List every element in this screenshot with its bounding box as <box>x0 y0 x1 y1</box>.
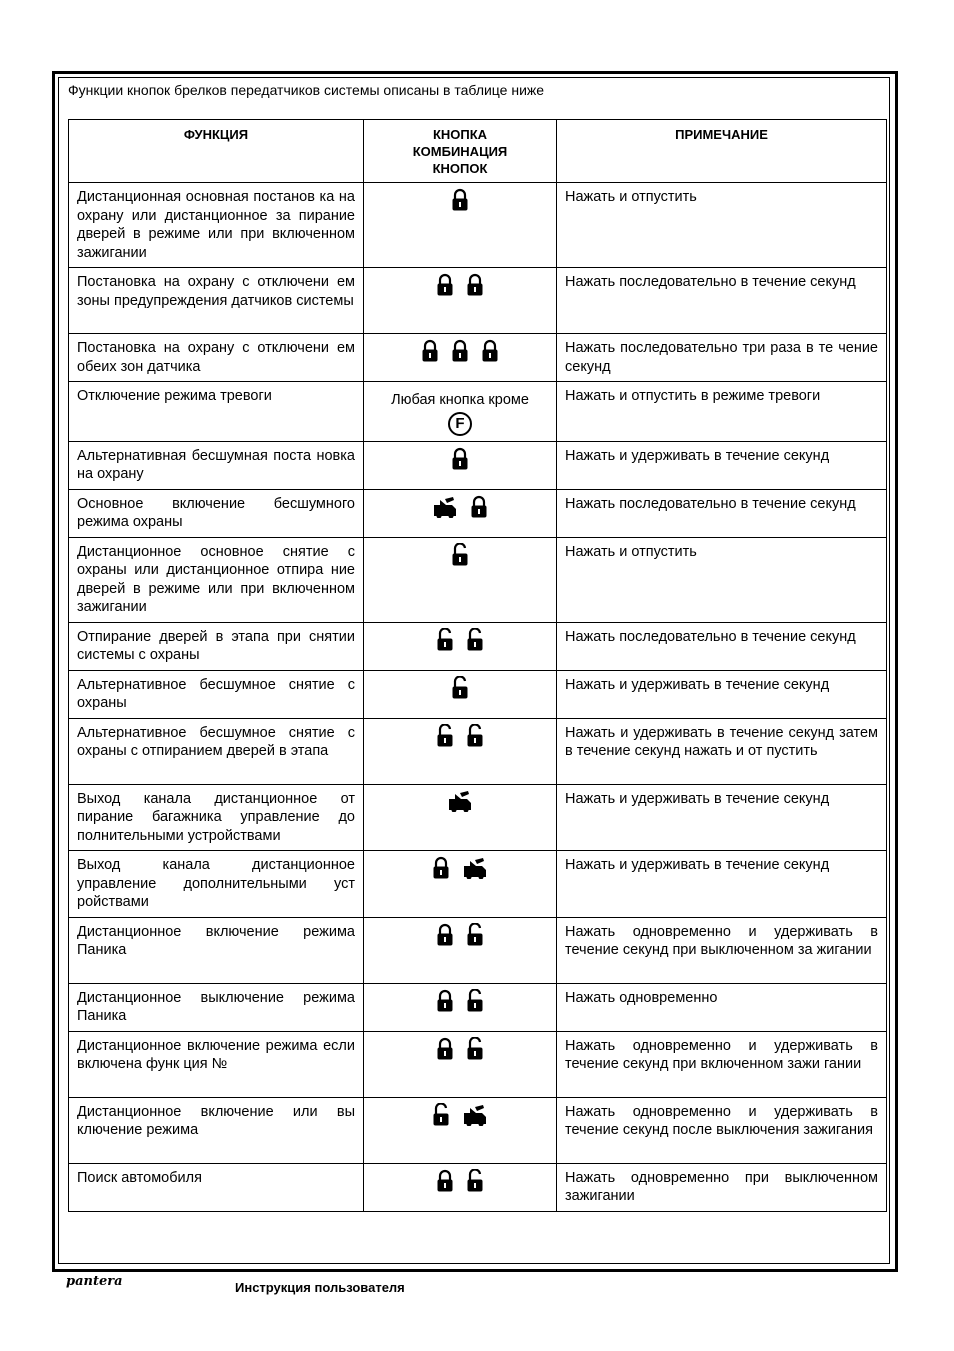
table-row <box>69 784 887 851</box>
note-cell: Нажать и удерживать в течение секунд <box>557 441 887 489</box>
lock-open-icon <box>436 628 454 658</box>
function-cell: Постановка на охрану с отключени ем зоны предупреждения датчиков системы <box>69 268 364 334</box>
button-cell <box>364 983 557 1031</box>
table-row <box>69 1163 887 1211</box>
function-cell: Поиск автомобиля <box>69 1163 364 1211</box>
note-cell: Нажать последовательно три раза в те чение секунд <box>557 334 887 382</box>
button-cell <box>364 1031 557 1097</box>
lock-closed-icon <box>432 856 450 886</box>
button-cell <box>364 183 557 268</box>
button-cell <box>364 537 557 622</box>
header-note: ПРИМЕЧАНИЕ <box>557 120 887 183</box>
function-cell: Выход канала дистанционное от пирание багажника управление до полнительными устройствами <box>69 784 364 851</box>
button-cell <box>364 489 557 537</box>
table-row <box>69 489 887 537</box>
f-button-icon: F <box>448 412 472 436</box>
note-cell: Нажать и удерживать в течение секунд <box>557 670 887 718</box>
note-cell: Нажать последовательно в течение секунд <box>557 622 887 670</box>
lock-open-icon <box>436 724 454 754</box>
lock-closed-icon <box>451 188 469 218</box>
button-cell <box>364 917 557 983</box>
note-cell: Нажать одновременно и удерживать в течение секунд при включенном зажи гании <box>557 1031 887 1097</box>
table-row <box>69 851 887 918</box>
note-cell: Нажать последовательно в течение секунд <box>557 268 887 334</box>
function-cell: Альтернативное бесшумное снятие с охраны <box>69 670 364 718</box>
intro-text: Функции кнопок брелков передатчиков системы описаны в таблице ниже <box>68 82 545 98</box>
lock-open-icon <box>466 989 484 1019</box>
lock-closed-icon <box>436 1037 454 1067</box>
lock-open-icon <box>466 628 484 658</box>
note-cell: Нажать и отпустить <box>557 537 887 622</box>
lock-closed-icon <box>436 989 454 1019</box>
function-cell: Альтернативная бесшумная поста новка на охрану <box>69 441 364 489</box>
function-cell: Отключение режима тревоги <box>69 382 364 442</box>
lock-closed-icon <box>466 273 484 303</box>
button-cell <box>364 441 557 489</box>
lock-closed-icon <box>451 447 469 477</box>
function-cell: Альтернативное бесшумное снятие с охраны с отпиранием дверей в этапа <box>69 718 364 784</box>
button-cell <box>364 670 557 718</box>
lock-closed-icon <box>451 339 469 369</box>
function-cell: Дистанционное включение режима если включена функ ция № <box>69 1031 364 1097</box>
table-row <box>69 183 887 268</box>
note-cell: Нажать последовательно в течение секунд <box>557 489 887 537</box>
header-button-line1: КНОПКА <box>432 127 488 142</box>
footer-title: Инструкция пользователя <box>235 1280 405 1295</box>
lock-closed-icon <box>481 339 499 369</box>
note-cell: Нажать и удерживать в течение секунд <box>557 784 887 851</box>
table-row <box>69 1031 887 1097</box>
table-row <box>69 718 887 784</box>
lock-closed-icon <box>436 1169 454 1199</box>
note-cell: Нажать одновременно и удерживать в течение секунд при выключенном за жигании <box>557 917 887 983</box>
function-cell: Дистанционное включение или вы ключение режима <box>69 1097 364 1163</box>
button-cell <box>364 1163 557 1211</box>
table-row <box>69 1097 887 1163</box>
button-cell <box>364 1097 557 1163</box>
function-cell: Постановка на охрану с отключени ем обеих зон датчика <box>69 334 364 382</box>
lock-open-icon <box>451 676 469 706</box>
lock-open-icon <box>466 1169 484 1199</box>
table-row <box>69 670 887 718</box>
table-row <box>69 382 887 442</box>
function-cell: Выход канала дистанционное управление дополнительными уст ройствами <box>69 851 364 918</box>
lock-open-icon <box>466 724 484 754</box>
lock-open-icon <box>451 543 469 573</box>
trunk-icon <box>447 790 473 818</box>
note-cell: Нажать одновременно при выключенном зажигании <box>557 1163 887 1211</box>
button-cell <box>364 334 557 382</box>
function-cell: Дистанционное выключение режима Паника <box>69 983 364 1031</box>
function-cell: Дистанционное основное снятие с охраны или дистанционное отпира ние дверей в режиме или при включенном зажигании <box>69 537 364 622</box>
button-cell <box>364 268 557 334</box>
header-button <box>364 120 557 183</box>
table-row <box>69 622 887 670</box>
header-button-line2: КОМБИНАЦИЯ <box>412 144 508 159</box>
table-row <box>69 268 887 334</box>
lock-open-icon <box>466 923 484 953</box>
trunk-icon <box>432 496 458 524</box>
lock-open-icon <box>466 1037 484 1067</box>
button-cell <box>364 718 557 784</box>
lock-closed-icon <box>436 273 454 303</box>
note-cell: Нажать одновременно <box>557 983 887 1031</box>
function-cell: Отпирание дверей в этапа при снятии системы с охраны <box>69 622 364 670</box>
table-header-row <box>69 120 887 183</box>
note-cell: Нажать и удерживать в течение секунд <box>557 851 887 918</box>
table-row <box>69 537 887 622</box>
lock-closed-icon <box>470 495 488 525</box>
table-row <box>69 917 887 983</box>
function-cell: Основное включение бесшумного режима охраны <box>69 489 364 537</box>
table-row <box>69 441 887 489</box>
trunk-icon <box>462 1104 488 1132</box>
header-function: ФУНКЦИЯ <box>69 120 364 183</box>
header-button-line3: КНОПОК <box>432 161 488 176</box>
button-cell <box>364 851 557 918</box>
trunk-icon <box>462 857 488 885</box>
any-button-text: Любая кнопка кроме <box>391 392 529 408</box>
lock-open-icon <box>432 1103 450 1133</box>
button-cell <box>364 622 557 670</box>
table-row <box>69 983 887 1031</box>
brand-logo: pantera <box>66 1274 123 1289</box>
note-cell: Нажать и удерживать в течение секунд затем в течение секунд нажать и от пустить <box>557 718 887 784</box>
functions-table <box>68 119 887 1212</box>
button-cell <box>364 784 557 851</box>
function-cell: Дистанционная основная постанов ка на охрану или дистанционное за пирание дверей в режиме или при включенном зажигании <box>69 183 364 268</box>
lock-closed-icon <box>436 923 454 953</box>
note-cell: Нажать и отпустить в режиме тревоги <box>557 382 887 442</box>
lock-closed-icon <box>421 339 439 369</box>
note-cell: Нажать одновременно и удерживать в течение секунд после выключения зажигания <box>557 1097 887 1163</box>
button-cell <box>364 382 557 442</box>
note-cell: Нажать и отпустить <box>557 183 887 268</box>
function-cell: Дистанционное включение режима Паника <box>69 917 364 983</box>
table-row <box>69 334 887 382</box>
